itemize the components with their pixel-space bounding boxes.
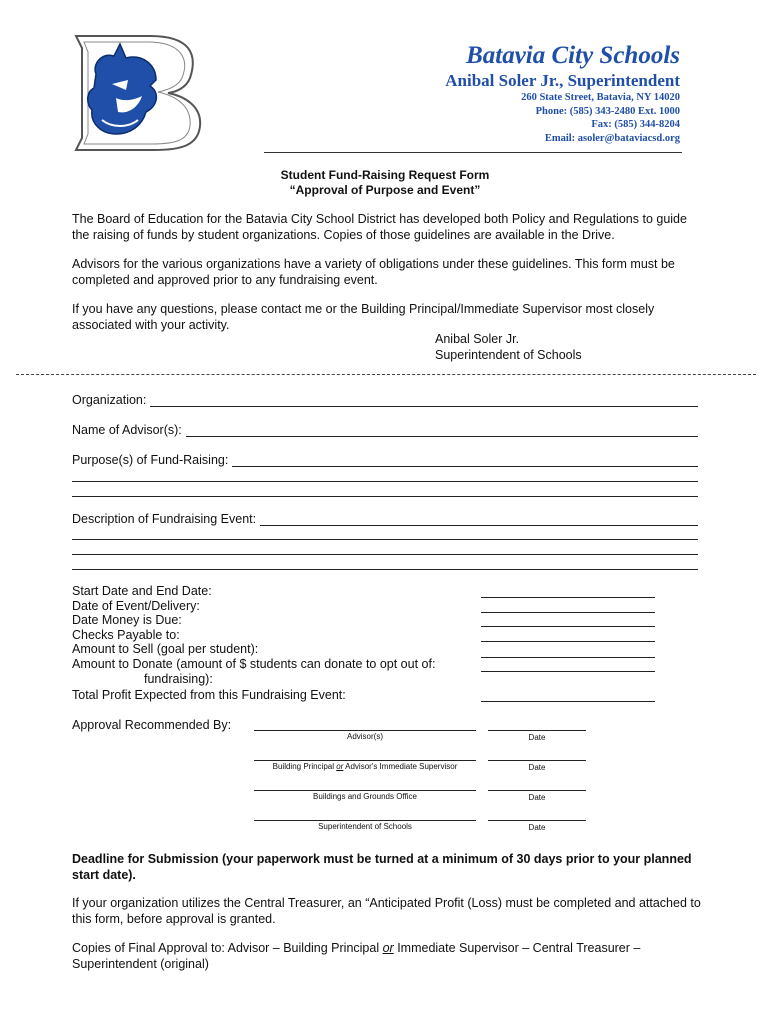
date-caption: Date: [528, 793, 546, 802]
form-title-line2: “Approval of Purpose and Event”: [289, 183, 481, 197]
deadline-notice: Deadline for Submission (your paperwork must be turned at a minimum of 30 days prior to your planned start date).: [72, 852, 692, 882]
principal-date-line[interactable]: [488, 760, 586, 761]
money-due-date-label: Date Money is Due:: [72, 613, 182, 627]
principal-caption: [254, 762, 476, 771]
principal-caption-or: or: [336, 762, 344, 771]
checks-payable-line[interactable]: [481, 641, 655, 642]
email-line: Email: asoler@bataviacsd.org: [544, 132, 680, 144]
organization-field[interactable]: [72, 392, 698, 407]
amount-to-donate-label: Amount to Donate (amount of $ students can donate to opt out of:: [72, 657, 436, 671]
superintendent-heading: Anibal Soler Jr., Superintendent: [445, 71, 680, 90]
fax-line: Fax: (585) 344-8204: [591, 119, 680, 130]
amount-to-sell-label: Amount to Sell (goal per student):: [72, 642, 259, 656]
superintendent-signature-line[interactable]: [254, 820, 476, 821]
signature-name: Anibal Soler Jr.: [435, 332, 520, 346]
principal-signature-line[interactable]: [254, 760, 476, 761]
checks-payable-label: Checks Payable to:: [72, 628, 180, 642]
description-extra-line[interactable]: [72, 554, 698, 555]
start-end-date-label: Start Date and End Date:: [72, 584, 212, 598]
advisors-input-line[interactable]: [186, 425, 698, 437]
details-labels: [72, 584, 492, 704]
school-name: Batavia City Schools: [466, 42, 680, 69]
advisors-label: Name of Advisor(s):: [72, 423, 182, 437]
description-extra-line[interactable]: [72, 569, 698, 570]
approval-label: Approval Recommended By:: [72, 718, 232, 732]
signature-title: Superintendent of Schools: [435, 347, 582, 362]
advisors-field[interactable]: [72, 422, 698, 437]
intro-paragraph-1: The Board of Education for the Batavia City School District has developed both Policy and Regulations to guide the raising of funds by student organizations. Copies of those guidelines are available in the Drive.: [72, 212, 687, 242]
event-delivery-date-label: Date of Event/Delivery:: [72, 599, 200, 613]
date-caption: Date: [528, 733, 546, 742]
purpose-field[interactable]: [72, 452, 698, 467]
total-profit-label: Total Profit Expected from this Fundraising Event:: [72, 688, 346, 702]
amount-to-donate-label-cont: fundraising):: [144, 672, 213, 686]
date-caption: Date: [528, 823, 546, 832]
description-input-line[interactable]: [260, 514, 698, 526]
grounds-caption: Buildings and Grounds Office: [313, 792, 417, 801]
description-field[interactable]: [72, 511, 698, 526]
copies-notice: [72, 941, 702, 972]
grounds-date-line[interactable]: [488, 790, 586, 791]
advisor-date-line[interactable]: [488, 730, 586, 731]
purpose-label: Purpose(s) of Fund-Raising:: [72, 453, 229, 467]
purpose-input-line[interactable]: [232, 455, 698, 467]
start-end-date-line[interactable]: [481, 597, 655, 598]
purpose-extra-line[interactable]: [72, 496, 698, 497]
amount-to-sell-line[interactable]: [481, 657, 655, 658]
organization-label: Organization:: [72, 393, 147, 407]
money-due-date-line[interactable]: [481, 626, 655, 627]
treasurer-notice: If your organization utilizes the Central Treasurer, an “Anticipated Profit (Loss) must be completed and attached to this form, before approval is granted.: [72, 896, 701, 926]
copies-notice-b: Immediate Supervisor – Central Treasurer – Superintendent (original): [72, 941, 641, 971]
cut-line: [16, 374, 756, 375]
header-divider: [264, 152, 682, 153]
blue-devil-mascot-icon: [72, 34, 206, 152]
total-profit-line[interactable]: [481, 701, 655, 702]
form-title: [0, 168, 770, 198]
principal-caption-a: Building Principal: [272, 762, 337, 771]
description-label: Description of Fundraising Event:: [72, 512, 257, 526]
purpose-extra-line[interactable]: [72, 481, 698, 482]
date-caption: Date: [528, 763, 546, 772]
organization-input-line[interactable]: [150, 395, 698, 407]
advisor-signature-line[interactable]: [254, 730, 476, 731]
amount-to-donate-line[interactable]: [481, 671, 655, 672]
signature-block: [435, 332, 582, 363]
advisor-caption: Advisor(s): [346, 732, 383, 741]
address-line: 260 State Street, Batavia, NY 14020: [521, 92, 680, 103]
copies-notice-a: Copies of Final Approval to: Advisor – Building Principal: [72, 941, 383, 955]
intro-paragraph-2: Advisors for the various organizations have a variety of obligations under these guidelines. This form must be completed and approved prior to any fundraising event.: [72, 257, 675, 287]
superintendent-date-line[interactable]: [488, 820, 586, 821]
event-delivery-date-line[interactable]: [481, 612, 655, 613]
copies-notice-or: or: [382, 941, 394, 955]
intro-paragraph-3: If you have any questions, please contact me or the Building Principal/Immediate Supervisor most closely associated with your activity.: [72, 302, 655, 332]
form-title-line1: Student Fund-Raising Request Form: [280, 168, 490, 182]
superintendent-caption: Superintendent of Schools: [318, 822, 412, 831]
contact-block: [521, 91, 680, 145]
grounds-signature-line[interactable]: [254, 790, 476, 791]
phone-line: Phone: (585) 343-2480 Ext. 1000: [535, 105, 680, 117]
principal-caption-b: Advisor's Immediate Supervisor: [343, 762, 458, 771]
description-extra-line[interactable]: [72, 539, 698, 540]
